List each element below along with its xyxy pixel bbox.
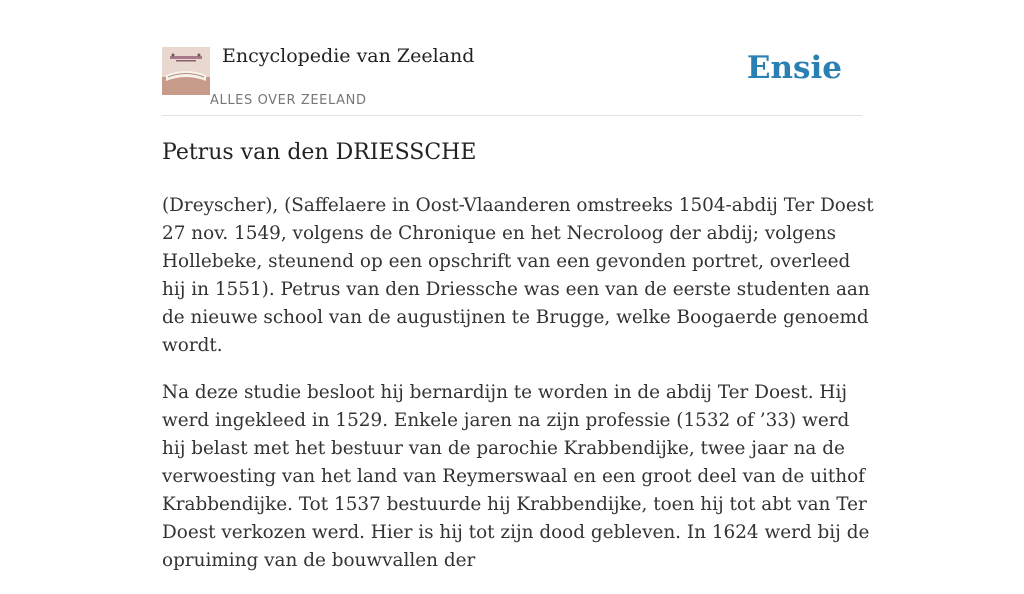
site-header [162,0,862,116]
article-title: Petrus van den DRIESSCHE [162,140,477,165]
article-paragraph: Na deze studie besloot hij bernardijn te worden in de abdij Ter Doest. Hij werd ingekleed in 1529. Enkele jaren na zijn professie (1532 of ’33) werd hij belast met het bestuur van de parochie Krabbendijke, twee jaar na de verwoesting van het land van Reymerswaal en een groot deel van de uithof Krabbendijke. Tot 1537 bestuurde hij Krabbendijke, toen hij tot abt van Ter Doest verkozen werd. Hier is hij tot zijn dood gebleven. In 1624 werd bij de opruiming van de bouwvallen der [162,382,870,571]
brand-logo-link[interactable]: Ensie [746,50,842,86]
article-body [162,192,874,594]
book-thumbnail-icon[interactable] [162,47,210,95]
article-paragraph: (Dreyscher), (Saffelaere in Oost-Vlaanderen omstreeks 1504-abdij Ter Doest 27 nov. 1549, volgens de Chronique en het Necroloog der abdij; volgens Hollebeke, steunend op een opschrift van een gevonden portret, overleed hij in 1551). Petrus van den Driessche was een van de eerste studenten aan de nieuwe school van de augustijnen te Brugge, welke Boogaerde genoemd wordt. [162,195,874,356]
site-tagline: ALLES OVER ZEELAND [210,93,367,108]
site-title-link[interactable]: Encyclopedie van Zeeland [222,45,475,67]
content-container [162,0,874,571]
